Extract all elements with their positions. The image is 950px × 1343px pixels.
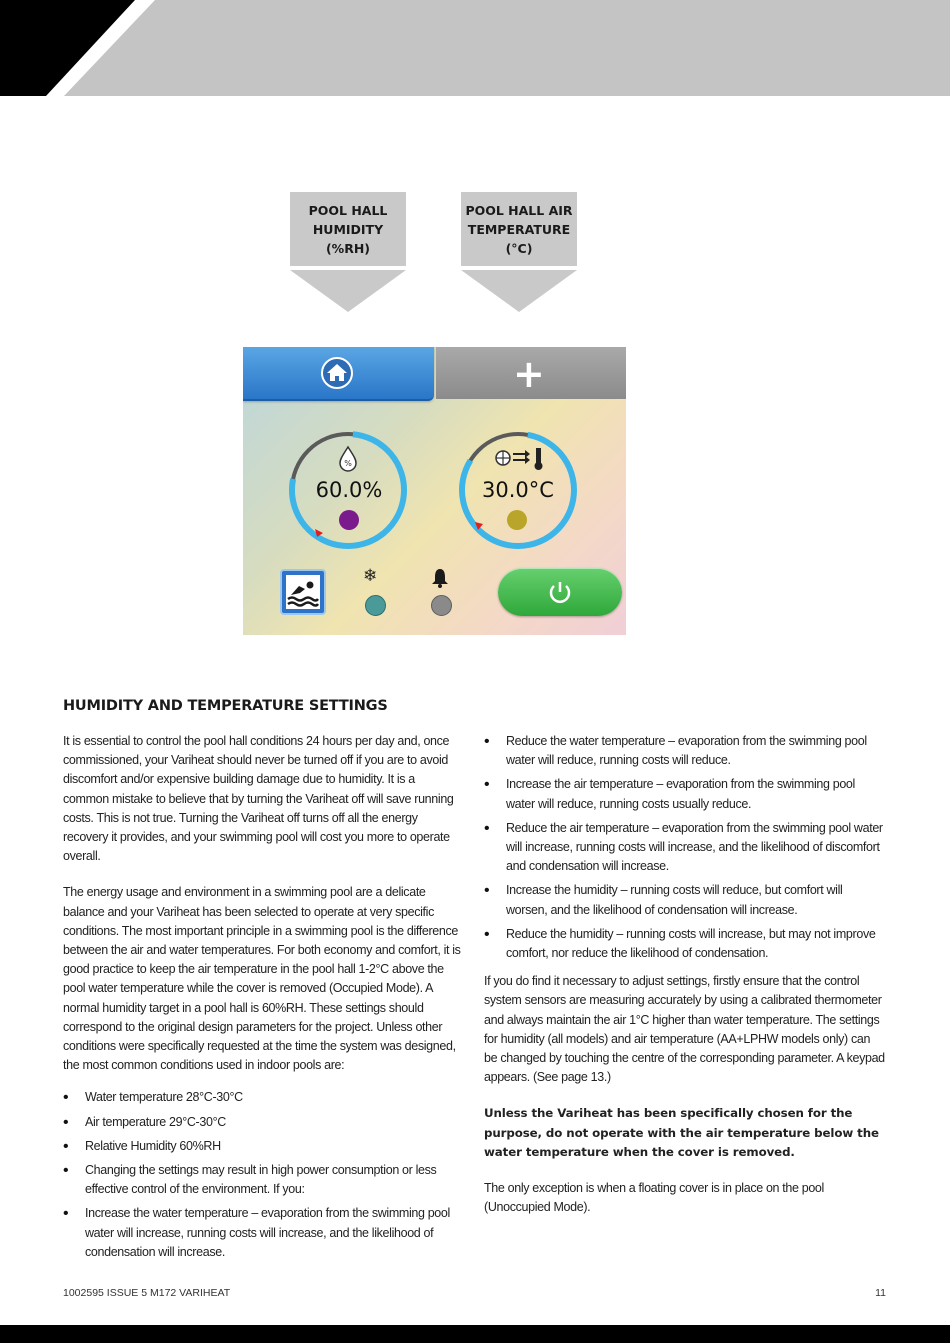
list-item: • Reduce the air temperature – evaporation from the swimming pool water will increase, running costs will increase, and the likelihood of discomfort and condensation will increase. — [484, 819, 886, 877]
humidity-drop-icon — [337, 445, 359, 473]
effects-list — [484, 732, 886, 963]
snowflake-icon: ❄ — [363, 566, 378, 585]
list-item: • Increase the air temperature – evaporation from the swimming pool water will reduce, running costs usually reduce. — [484, 775, 886, 813]
power-icon — [498, 568, 622, 616]
list-item: • Increase the humidity – running costs will reduce, but comfort will worsen, and the likelihood of condensation will increase. — [484, 881, 886, 919]
humidity-callout-label: POOL HALL HUMIDITY (%RH) — [308, 202, 388, 256]
fan-thermometer-icon — [493, 445, 549, 471]
cooling-status-dot — [365, 595, 386, 616]
header-grey-band — [64, 0, 950, 96]
pool-mode-button[interactable] — [280, 569, 326, 615]
home-tab[interactable] — [243, 347, 434, 401]
adjust-settings-paragraph: If you do find it necessary to adjust settings, firstly ensure that the control system sensors are measuring accurately by using a calibrated thermometer and always maintain the air 1°C higher than water temperature. The settings for humidity (all models) and air temperature (AA+LPHW models only) can be changed by touching the centre of the corresponding parameter. A keypad appears. (See page 13.) — [484, 974, 885, 1085]
temperature-callout-arrow — [461, 270, 577, 314]
right-column — [484, 732, 886, 1234]
left-column — [63, 732, 463, 1267]
warning-note: Unless the Variheat has been specifically chosen for the purpose, do not operate with the air temperature below the water temperature when the cover is removed. — [484, 1106, 879, 1159]
humidity-status-dot — [339, 510, 359, 530]
list-item: • Water temperature 28°C-30°C — [63, 1088, 463, 1107]
home-icon[interactable] — [321, 357, 353, 389]
intro-paragraph: It is essential to control the pool hall conditions 24 hours per day and, once commissioned, your Variheat should never be turned off if you are to avoid discomfort and/or expensive building damage due to humidity. It is a common mistake to believe that by turning the Variheat off will save running costs. This is not true. Turning the Variheat off turns off all the energy recovery it provides, and your swimming pool will cost you more to operate overall. — [63, 734, 454, 864]
temperature-callout-label: POOL HALL AIR TEMPERATURE (°C) — [465, 202, 573, 256]
temperature-value[interactable]: 30.0°C — [482, 478, 554, 502]
list-item: • Reduce the water temperature – evaporation from the swimming pool water will reduce, running costs will reduce. — [484, 732, 886, 770]
section-title: HUMIDITY AND TEMPERATURE SETTINGS — [63, 698, 388, 714]
exception-paragraph: The only exception is when a floating cover is in place on the pool (Unoccupied Mode). — [484, 1181, 824, 1215]
humidity-callout-arrow — [290, 270, 406, 314]
list-item: • Relative Humidity 60%RH — [63, 1137, 463, 1156]
humidity-value[interactable]: 60.0% — [315, 478, 383, 502]
list-item: • Changing the settings may result in high power consumption or less effective control of the environment. If you: — [63, 1161, 463, 1199]
footer-bar — [0, 1325, 950, 1343]
list-item: • Increase the water temperature – evaporation from the swimming pool water will increase, running costs will increase, and the likelihood of condensation will increase. — [63, 1204, 463, 1262]
temperature-callout — [461, 192, 577, 266]
header-banner — [0, 0, 950, 100]
list-item: • Air temperature 29°C-30°C — [63, 1113, 463, 1132]
controller-screen — [243, 347, 626, 635]
document-id: 1002595 ISSUE 5 M172 VARIHEAT — [63, 1287, 231, 1299]
humidity-icon-label: % — [344, 459, 352, 468]
plus-icon[interactable]: + — [513, 352, 545, 396]
bell-icon — [431, 568, 449, 588]
page-number: 11 — [875, 1287, 886, 1299]
temperature-status-dot — [507, 510, 527, 530]
balance-paragraph: The energy usage and environment in a swimming pool are a delicate balance and your Variheat has been selected to operate at very specific conditions. The most important principle in a swimming pool is the difference between the air and water temperatures. For both economy and comfort, it is good practice to keep the air temperature in the pool hall 1-2°C above the pool water temperature while the cover is removed (Occupied Mode). A normal humidity target in a pool hall is 60%RH. These settings should correspond to the original design parameters for the project. Unless other conditions were specifically requested at the time the system was designed, the most common conditions used in indoor pools are: — [63, 885, 461, 1073]
swimmer-icon — [282, 571, 324, 613]
power-button[interactable] — [498, 568, 622, 616]
conditions-list — [63, 1088, 463, 1262]
humidity-callout — [290, 192, 406, 266]
list-item: • Reduce the humidity – running costs will increase, but may not improve comfort, nor reduce the likelihood of condensation. — [484, 925, 886, 963]
alarm-status-dot — [431, 595, 452, 616]
